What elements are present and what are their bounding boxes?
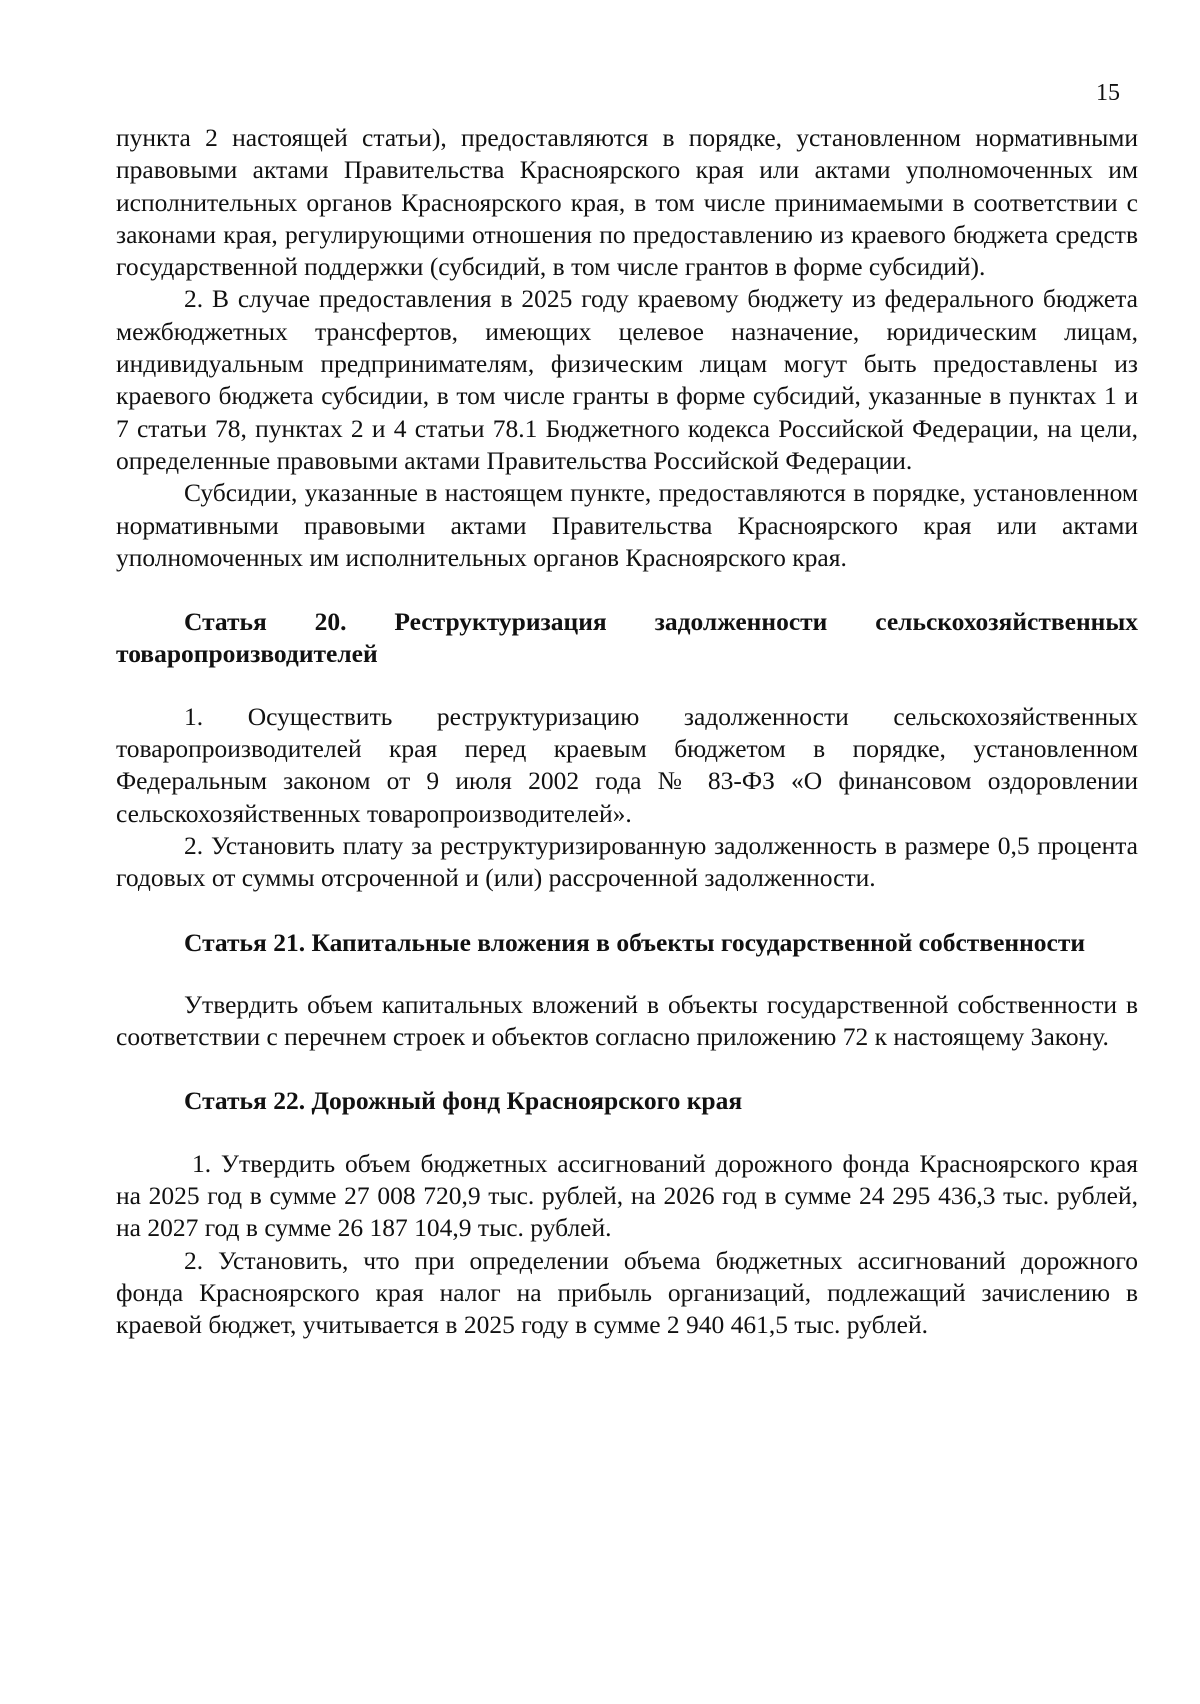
article-21-heading: Статья 21. Капитальные вложения в объекты государственной собственности — [184, 927, 1086, 957]
article-21-text: Утвердить объем капитальных вложений в объекты государственной собственности в соответствии с перечнем строек и объектов согласно приложению 72 к настоящему Закону. — [116, 989, 1138, 1052]
article-20-item-1: 1. Осуществить реструктуризацию задолженности сельскохозяйственных товаропроизводителей края перед краевым бюджетом в порядке, установленном Федеральным законом от 9 июля 2002 года № 83-ФЗ «О финансовом оздоровлении сельскохозяйственных товаропроизводителей». — [116, 701, 1138, 828]
article-20-item-2: 2. Установить плату за реструктуризированную задолженность в размере 0,5 процента годовых от суммы отсроченной и (или) рассроченной задолженности. — [116, 830, 1138, 893]
article-22-item-1: 1. Утвердить объем бюджетных ассигнований дорожного фонда Красноярского края на 2025 год в сумме 27 008 720,9 тыс. рублей, на 2026 год в сумме 24 295 436,3 тыс. рублей, на 2027 год в сумме 26 187 104,9 тыс. рублей. — [116, 1148, 1138, 1243]
paragraph-subsidies: Субсидии, указанные в настоящем пункте, предоставляются в порядке, установленном нормативными правовыми актами Правительства Красноярского края или актами уполномоченных им исполнительных органов Красноярского края. — [116, 478, 1138, 572]
page-number: 15 — [1096, 80, 1120, 106]
article-22-heading: Статья 22. Дорожный фонд Красноярского края — [184, 1086, 743, 1116]
article-20-heading: Статья 20. Реструктуризация задолженности сельскохозяйственных товаропроизводителей — [116, 607, 1138, 669]
paragraph-item-2: 2. В случае предоставления в 2025 году краевому бюджету из федерального бюджета межбюджетных трансфертов, имеющих целевое назначение, юридическим лицам, индивидуальным предпринимателям, физическим лицам могут быть предоставлены из краевого бюджета субсидии, в том числе гранты в форме субсидий, указанные в пунктах 1 и 7 статьи 78, пунктах 2 и 4 статьи 78.1 Бюджетного кодекса Российской Федерации, на цели, определенные правовыми актами Правительства Российской Федерации. — [116, 284, 1138, 475]
document-body — [116, 122, 1138, 1342]
article-22-item-2: 2. Установить, что при определении объема бюджетных ассигнований дорожного фонда Красноярского края налог на прибыль организаций, подлежащий зачислению в краевой бюджет, учитывается в 2025 году в сумме 2 940 461,5 тыс. рублей. — [116, 1245, 1138, 1340]
paragraph-continuation: пункта 2 настоящей статьи), предоставляются в порядке, установленном нормативными правовыми актами Правительства Красноярского края или актами уполномоченных им исполнительных органов Красноярского края, в том числе принимаемыми в соответствии с законами края, регулирующими отношения по предоставлению из краевого бюджета средств государственной поддержки (субсидий, в том числе грантов в форме субсидий). — [116, 123, 1138, 282]
